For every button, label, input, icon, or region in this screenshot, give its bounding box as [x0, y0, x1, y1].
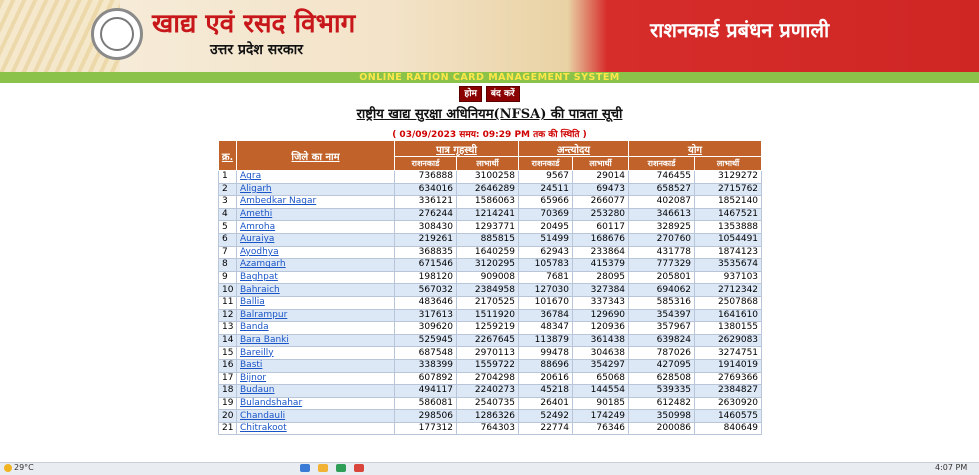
emblem-ring: [100, 17, 134, 51]
system-title-english: ONLINE RATION CARD MANAGEMENT SYSTEM: [359, 72, 620, 83]
total-beneficiaries: 3274751: [695, 347, 762, 360]
row-serial: 1: [219, 171, 237, 184]
eligible-ration-cards: 687548: [395, 347, 457, 360]
table-row: [219, 322, 762, 335]
antyodaya-ration-cards: 127030: [519, 284, 573, 297]
eligible-beneficiaries: 2267645: [457, 334, 519, 347]
district-link[interactable]: Ballia: [240, 297, 265, 308]
eligible-ration-cards: 494117: [395, 385, 457, 398]
district-link[interactable]: Bijnor: [240, 372, 267, 383]
total-ration-cards: 628508: [629, 372, 695, 385]
district-link[interactable]: Banda: [240, 322, 269, 333]
district-cell: [237, 246, 395, 259]
district-cell: [237, 397, 395, 410]
nav-buttons: [0, 86, 979, 102]
eligible-beneficiaries: 1293771: [457, 221, 519, 234]
eligible-beneficiaries: 2704298: [457, 372, 519, 385]
antyodaya-beneficiaries: 90185: [573, 397, 629, 410]
eligible-ration-cards: 634016: [395, 183, 457, 196]
total-ration-cards: 350998: [629, 410, 695, 423]
taskbar-clock: 4:07 PM: [935, 463, 968, 472]
district-link[interactable]: Ambedkar Nagar: [240, 196, 317, 207]
col-total-ration-cards: राशनकार्ड: [629, 157, 695, 171]
table-row: [219, 208, 762, 221]
eligible-beneficiaries: 2240273: [457, 385, 519, 398]
table-row: [219, 397, 762, 410]
total-ration-cards: 357967: [629, 322, 695, 335]
district-cell: [237, 208, 395, 221]
eligible-beneficiaries: 2384958: [457, 284, 519, 297]
col-group-antyodaya: अन्त्योदय: [519, 141, 629, 157]
col-antyodaya-ration-cards: राशनकार्ड: [519, 157, 573, 171]
total-beneficiaries: 2715762: [695, 183, 762, 196]
antyodaya-beneficiaries: 253280: [573, 208, 629, 221]
district-link[interactable]: Baghpat: [240, 272, 278, 283]
total-ration-cards: 694062: [629, 284, 695, 297]
total-beneficiaries: 2712342: [695, 284, 762, 297]
col-total-beneficiaries: लाभार्थी: [695, 157, 762, 171]
row-serial: 10: [219, 284, 237, 297]
eligible-beneficiaries: 1586063: [457, 196, 519, 209]
district-link[interactable]: Azamgarh: [240, 259, 286, 270]
table-row: [219, 372, 762, 385]
eligible-beneficiaries: 2170525: [457, 296, 519, 309]
total-ration-cards: 402087: [629, 196, 695, 209]
antyodaya-beneficiaries: 174249: [573, 410, 629, 423]
total-beneficiaries: 3535674: [695, 259, 762, 272]
antyodaya-beneficiaries: 361438: [573, 334, 629, 347]
antyodaya-ration-cards: 62943: [519, 246, 573, 259]
district-link[interactable]: Balrampur: [240, 309, 288, 320]
eligible-beneficiaries: 1640259: [457, 246, 519, 259]
table-row: [219, 296, 762, 309]
total-ration-cards: 658527: [629, 183, 695, 196]
antyodaya-ration-cards: 45218: [519, 385, 573, 398]
eligible-ration-cards: 525945: [395, 334, 457, 347]
table-row: [219, 221, 762, 234]
close-button[interactable]: बंद करें: [486, 86, 520, 102]
row-serial: 6: [219, 233, 237, 246]
total-ration-cards: 270760: [629, 233, 695, 246]
taskbar-app-icon[interactable]: [336, 464, 346, 472]
district-link[interactable]: Bahraich: [240, 284, 280, 295]
row-serial: 21: [219, 422, 237, 435]
row-serial: 20: [219, 410, 237, 423]
antyodaya-beneficiaries: 304638: [573, 347, 629, 360]
total-ration-cards: 777329: [629, 259, 695, 272]
eligible-ration-cards: 483646: [395, 296, 457, 309]
total-beneficiaries: 1641610: [695, 309, 762, 322]
district-link[interactable]: Basti: [240, 360, 263, 371]
district-cell: [237, 334, 395, 347]
total-ration-cards: 200086: [629, 422, 695, 435]
up-emblem-icon: [91, 8, 143, 60]
eligible-beneficiaries: 3100258: [457, 171, 519, 184]
antyodaya-beneficiaries: 168676: [573, 233, 629, 246]
district-cell: [237, 221, 395, 234]
antyodaya-beneficiaries: 69473: [573, 183, 629, 196]
district-cell: [237, 410, 395, 423]
page-title: राष्ट्रीय खाद्य सुरक्षा अधिनियम(NFSA) की पात्रता सूची: [356, 107, 623, 122]
col-group-total: योग: [629, 141, 762, 157]
antyodaya-ration-cards: 7681: [519, 271, 573, 284]
row-serial: 14: [219, 334, 237, 347]
antyodaya-beneficiaries: 233864: [573, 246, 629, 259]
row-serial: 7: [219, 246, 237, 259]
eligible-beneficiaries: 909008: [457, 271, 519, 284]
district-link[interactable]: Chitrakoot: [240, 423, 287, 434]
antyodaya-beneficiaries: 266077: [573, 196, 629, 209]
total-beneficiaries: 1054491: [695, 233, 762, 246]
antyodaya-ration-cards: 9567: [519, 171, 573, 184]
district-cell: [237, 196, 395, 209]
district-cell: [237, 422, 395, 435]
total-beneficiaries: 1874123: [695, 246, 762, 259]
antyodaya-beneficiaries: 120936: [573, 322, 629, 335]
eligible-ration-cards: 308430: [395, 221, 457, 234]
taskbar-weather: 29°C: [14, 463, 34, 472]
os-taskbar: [0, 462, 979, 475]
district-cell: [237, 322, 395, 335]
row-serial: 11: [219, 296, 237, 309]
antyodaya-ration-cards: 26401: [519, 397, 573, 410]
district-cell: [237, 171, 395, 184]
antyodaya-ration-cards: 24511: [519, 183, 573, 196]
district-link[interactable]: Budaun: [240, 385, 275, 396]
total-beneficiaries: 1852140: [695, 196, 762, 209]
total-ration-cards: 639824: [629, 334, 695, 347]
district-link[interactable]: Amethi: [240, 209, 273, 220]
total-beneficiaries: 2769366: [695, 372, 762, 385]
table-row: [219, 410, 762, 423]
district-link[interactable]: Aligarh: [240, 183, 272, 194]
department-title: खाद्य एवं रसद विभाग: [152, 9, 356, 39]
total-ration-cards: 746455: [629, 171, 695, 184]
antyodaya-ration-cards: 99478: [519, 347, 573, 360]
eligible-beneficiaries: 2540735: [457, 397, 519, 410]
table-row: [219, 359, 762, 372]
district-link[interactable]: Chandauli: [240, 410, 286, 421]
total-beneficiaries: 937103: [695, 271, 762, 284]
district-cell: [237, 271, 395, 284]
eligible-ration-cards: 567032: [395, 284, 457, 297]
col-eligible-ration-cards: राशनकार्ड: [395, 157, 457, 171]
antyodaya-ration-cards: 105783: [519, 259, 573, 272]
district-link[interactable]: Bara Banki: [240, 335, 289, 346]
site-header: [0, 0, 979, 72]
row-serial: 15: [219, 347, 237, 360]
col-group-eligible: पात्र गृहस्थी: [395, 141, 519, 157]
table-row: [219, 385, 762, 398]
antyodaya-ration-cards: 65966: [519, 196, 573, 209]
district-link[interactable]: Ayodhya: [240, 246, 279, 257]
row-serial: 3: [219, 196, 237, 209]
eligible-ration-cards: 198120: [395, 271, 457, 284]
taskbar-app-icon[interactable]: [354, 464, 364, 472]
row-serial: 19: [219, 397, 237, 410]
total-ration-cards: 328925: [629, 221, 695, 234]
antyodaya-ration-cards: 48347: [519, 322, 573, 335]
antyodaya-beneficiaries: 415379: [573, 259, 629, 272]
row-serial: 16: [219, 359, 237, 372]
total-beneficiaries: 2630920: [695, 397, 762, 410]
table-row: [219, 284, 762, 297]
antyodaya-ration-cards: 88696: [519, 359, 573, 372]
eligible-beneficiaries: 2646289: [457, 183, 519, 196]
table-row: [219, 334, 762, 347]
antyodaya-beneficiaries: 28095: [573, 271, 629, 284]
nfsa-table-container: [218, 140, 761, 435]
eligible-ration-cards: 219261: [395, 233, 457, 246]
antyodaya-ration-cards: 22774: [519, 422, 573, 435]
row-serial: 5: [219, 221, 237, 234]
table-row: [219, 233, 762, 246]
home-button[interactable]: होम: [459, 86, 482, 102]
antyodaya-beneficiaries: 144554: [573, 385, 629, 398]
total-ration-cards: 612482: [629, 397, 695, 410]
district-link[interactable]: Bulandshahar: [240, 397, 303, 408]
col-serial: क्र.: [219, 141, 237, 171]
eligible-ration-cards: 298506: [395, 410, 457, 423]
district-cell: [237, 385, 395, 398]
eligible-beneficiaries: 3120295: [457, 259, 519, 272]
antyodaya-ration-cards: 20616: [519, 372, 573, 385]
total-ration-cards: 787026: [629, 347, 695, 360]
nfsa-eligibility-table: [218, 140, 762, 435]
eligible-beneficiaries: 1259219: [457, 322, 519, 335]
status-timestamp: ( 03/09/2023 समय: 09:29 PM तक की स्थिति ): [392, 130, 587, 140]
table-row: [219, 259, 762, 272]
antyodaya-beneficiaries: 354297: [573, 359, 629, 372]
row-serial: 17: [219, 372, 237, 385]
district-cell: [237, 347, 395, 360]
antyodaya-ration-cards: 51499: [519, 233, 573, 246]
total-ration-cards: 539335: [629, 385, 695, 398]
table-row: [219, 196, 762, 209]
total-ration-cards: 205801: [629, 271, 695, 284]
eligible-ration-cards: 336121: [395, 196, 457, 209]
total-ration-cards: 585316: [629, 296, 695, 309]
eligible-beneficiaries: 2970113: [457, 347, 519, 360]
table-body: [219, 171, 762, 435]
eligible-beneficiaries: 885815: [457, 233, 519, 246]
district-cell: [237, 372, 395, 385]
antyodaya-beneficiaries: 337343: [573, 296, 629, 309]
total-beneficiaries: 2384827: [695, 385, 762, 398]
eligible-beneficiaries: 1286326: [457, 410, 519, 423]
eligible-beneficiaries: 1511920: [457, 309, 519, 322]
total-ration-cards: 354397: [629, 309, 695, 322]
district-link[interactable]: Auraiya: [240, 234, 275, 245]
table-row: [219, 422, 762, 435]
eligible-beneficiaries: 1214241: [457, 208, 519, 221]
eligible-ration-cards: 317613: [395, 309, 457, 322]
row-serial: 8: [219, 259, 237, 272]
antyodaya-beneficiaries: 129690: [573, 309, 629, 322]
weather-icon: [4, 464, 12, 472]
antyodaya-ration-cards: 52492: [519, 410, 573, 423]
antyodaya-beneficiaries: 60117: [573, 221, 629, 234]
district-cell: [237, 183, 395, 196]
district-link[interactable]: Amroha: [240, 221, 276, 232]
state-title: उत्तर प्रदेश सरकार: [210, 42, 304, 58]
eligible-beneficiaries: 1559722: [457, 359, 519, 372]
district-cell: [237, 359, 395, 372]
district-cell: [237, 309, 395, 322]
district-cell: [237, 259, 395, 272]
system-title-hindi: राशनकार्ड प्रबंधन प्रणाली: [650, 18, 830, 42]
row-serial: 4: [219, 208, 237, 221]
total-ration-cards: 427095: [629, 359, 695, 372]
antyodaya-beneficiaries: 29014: [573, 171, 629, 184]
row-serial: 13: [219, 322, 237, 335]
district-cell: [237, 233, 395, 246]
total-beneficiaries: 1460575: [695, 410, 762, 423]
eligible-ration-cards: 586081: [395, 397, 457, 410]
total-beneficiaries: 1467521: [695, 208, 762, 221]
row-serial: 2: [219, 183, 237, 196]
table-row: [219, 309, 762, 322]
taskbar-app-icon[interactable]: [300, 464, 310, 472]
row-serial: 18: [219, 385, 237, 398]
total-beneficiaries: 840649: [695, 422, 762, 435]
table-row: [219, 171, 762, 184]
row-serial: 9: [219, 271, 237, 284]
col-eligible-beneficiaries: लाभार्थी: [457, 157, 519, 171]
district-link[interactable]: Agra: [240, 171, 262, 182]
col-antyodaya-beneficiaries: लाभार्थी: [573, 157, 629, 171]
col-district: जिले का नाम: [237, 141, 395, 171]
eligible-ration-cards: 309620: [395, 322, 457, 335]
eligible-ration-cards: 276244: [395, 208, 457, 221]
antyodaya-ration-cards: 101670: [519, 296, 573, 309]
total-beneficiaries: 1380155: [695, 322, 762, 335]
antyodaya-beneficiaries: 65068: [573, 372, 629, 385]
table-row: [219, 246, 762, 259]
table-row: [219, 347, 762, 360]
total-beneficiaries: 2629083: [695, 334, 762, 347]
antyodaya-ration-cards: 113879: [519, 334, 573, 347]
district-cell: [237, 284, 395, 297]
district-cell: [237, 296, 395, 309]
antyodaya-ration-cards: 20495: [519, 221, 573, 234]
row-serial: 12: [219, 309, 237, 322]
total-ration-cards: 346613: [629, 208, 695, 221]
total-beneficiaries: 3129272: [695, 171, 762, 184]
eligible-beneficiaries: 764303: [457, 422, 519, 435]
eligible-ration-cards: 368835: [395, 246, 457, 259]
eligible-ration-cards: 338399: [395, 359, 457, 372]
eligible-ration-cards: 607892: [395, 372, 457, 385]
table-row: [219, 183, 762, 196]
total-beneficiaries: 2507868: [695, 296, 762, 309]
total-beneficiaries: 1353888: [695, 221, 762, 234]
table-row: [219, 271, 762, 284]
total-beneficiaries: 1914019: [695, 359, 762, 372]
antyodaya-beneficiaries: 76346: [573, 422, 629, 435]
eligible-ration-cards: 671546: [395, 259, 457, 272]
total-ration-cards: 431778: [629, 246, 695, 259]
eligible-ration-cards: 736888: [395, 171, 457, 184]
district-link[interactable]: Bareilly: [240, 347, 274, 358]
taskbar-app-icon[interactable]: [318, 464, 328, 472]
antyodaya-beneficiaries: 327384: [573, 284, 629, 297]
eligible-ration-cards: 177312: [395, 422, 457, 435]
antyodaya-ration-cards: 36784: [519, 309, 573, 322]
antyodaya-ration-cards: 70369: [519, 208, 573, 221]
